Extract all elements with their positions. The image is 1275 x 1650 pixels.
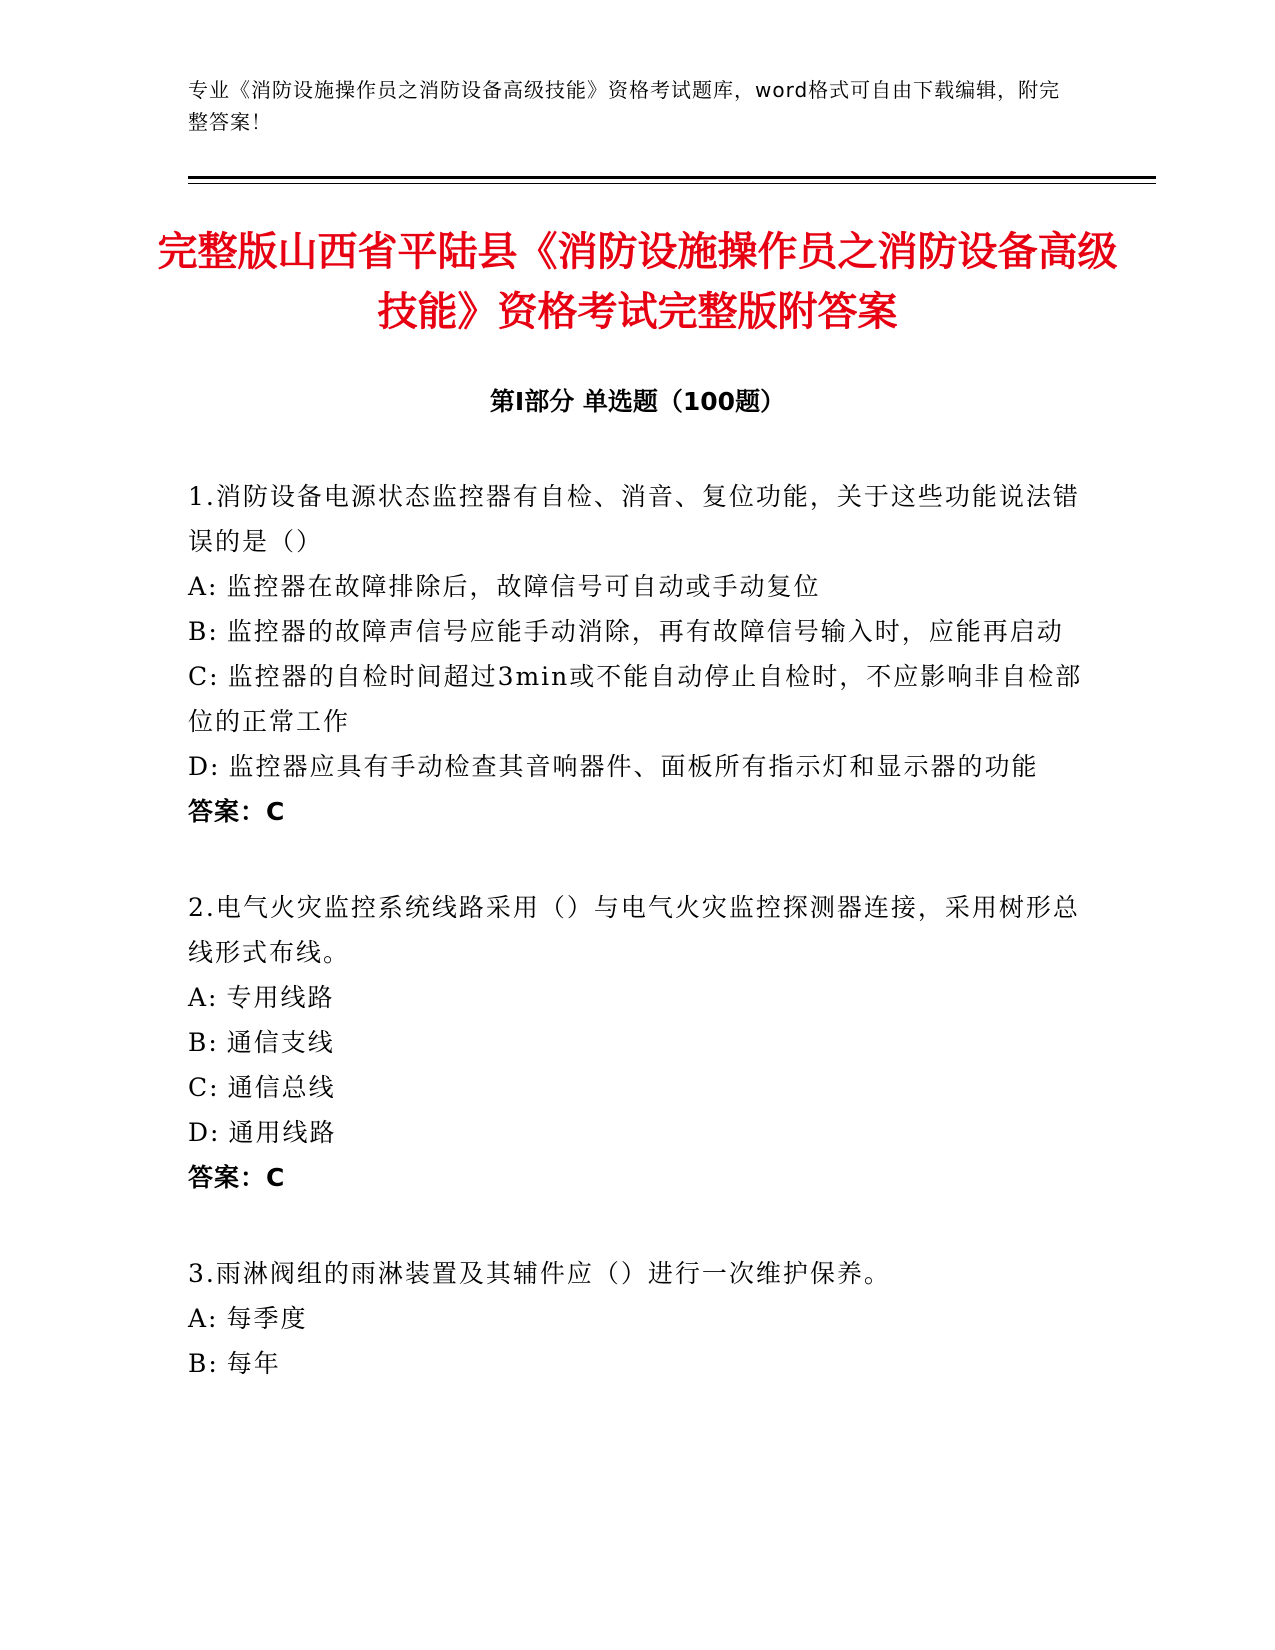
- option-b: [188, 1020, 1088, 1065]
- option-text: 监控器的自检时间超过3min或不能自动停止自检时，不应影响非自检部位的正常工作: [188, 662, 1083, 736]
- option-text: 监控器在故障排除后，故障信号可自动或手动复位: [226, 572, 821, 601]
- option-b: [188, 609, 1088, 654]
- option-text: 通信总线: [227, 1073, 336, 1102]
- option-text: 每年: [226, 1349, 281, 1378]
- document-title: 完整版山西省平陆县《消防设施操作员之消防设备高级技能》资格考试完整版附答案: [157, 229, 1118, 335]
- option-a: [188, 975, 1088, 1020]
- option-text: 专用线路: [226, 983, 335, 1012]
- question-stem: 1.消防设备电源状态监控器有自检、消音、复位功能，关于这些功能说法错误的是（）: [188, 482, 1080, 556]
- option-letter: B:: [188, 617, 219, 646]
- question-2: [188, 885, 1088, 1200]
- section-heading: 第Ⅰ部分 单选题（100题）: [489, 387, 786, 416]
- option-letter: C:: [188, 1073, 220, 1102]
- question-stem: 3.雨淋阀组的雨淋装置及其辅件应（）进行一次维护保养。: [188, 1259, 891, 1288]
- option-d: [188, 744, 1088, 789]
- option-letter: B:: [188, 1028, 219, 1057]
- answer-line: 答案：C: [188, 1163, 286, 1192]
- question-stem: 2.电气火灾监控系统线路采用（）与电气火灾监控探测器连接，采用树形总线形式布线。: [188, 893, 1080, 967]
- option-letter: A:: [188, 983, 219, 1012]
- option-text: 通信支线: [226, 1028, 335, 1057]
- option-c: [188, 1065, 1088, 1110]
- header-rule-thin: [188, 183, 1156, 184]
- header-note: 专业《消防设施操作员之消防设备高级技能》资格考试题库，word格式可自由下载编辑，附完整答案！: [188, 78, 1061, 134]
- option-d: [188, 1110, 1088, 1155]
- option-letter: B:: [188, 1349, 219, 1378]
- header-rule-thick: [188, 176, 1156, 179]
- option-letter: D:: [188, 752, 221, 781]
- question-3: [188, 1251, 1088, 1386]
- option-b: [188, 1341, 1088, 1386]
- option-letter: C:: [188, 662, 220, 691]
- option-a: [188, 564, 1088, 609]
- option-letter: A:: [188, 1304, 219, 1333]
- option-letter: A:: [188, 572, 219, 601]
- question-1: [188, 474, 1088, 834]
- option-letter: D:: [188, 1118, 221, 1147]
- option-a: [188, 1296, 1088, 1341]
- answer-line: 答案：C: [188, 797, 286, 826]
- option-c: [188, 654, 1088, 744]
- option-text: 监控器的故障声信号应能手动消除，再有故障信号输入时，应能再启动: [226, 617, 1064, 646]
- option-text: 通用线路: [228, 1118, 337, 1147]
- question-list: [188, 474, 1088, 1437]
- option-text: 监控器应具有手动检查其音响器件、面板所有指示灯和显示器的功能: [228, 752, 1039, 781]
- option-text: 每季度: [226, 1304, 308, 1333]
